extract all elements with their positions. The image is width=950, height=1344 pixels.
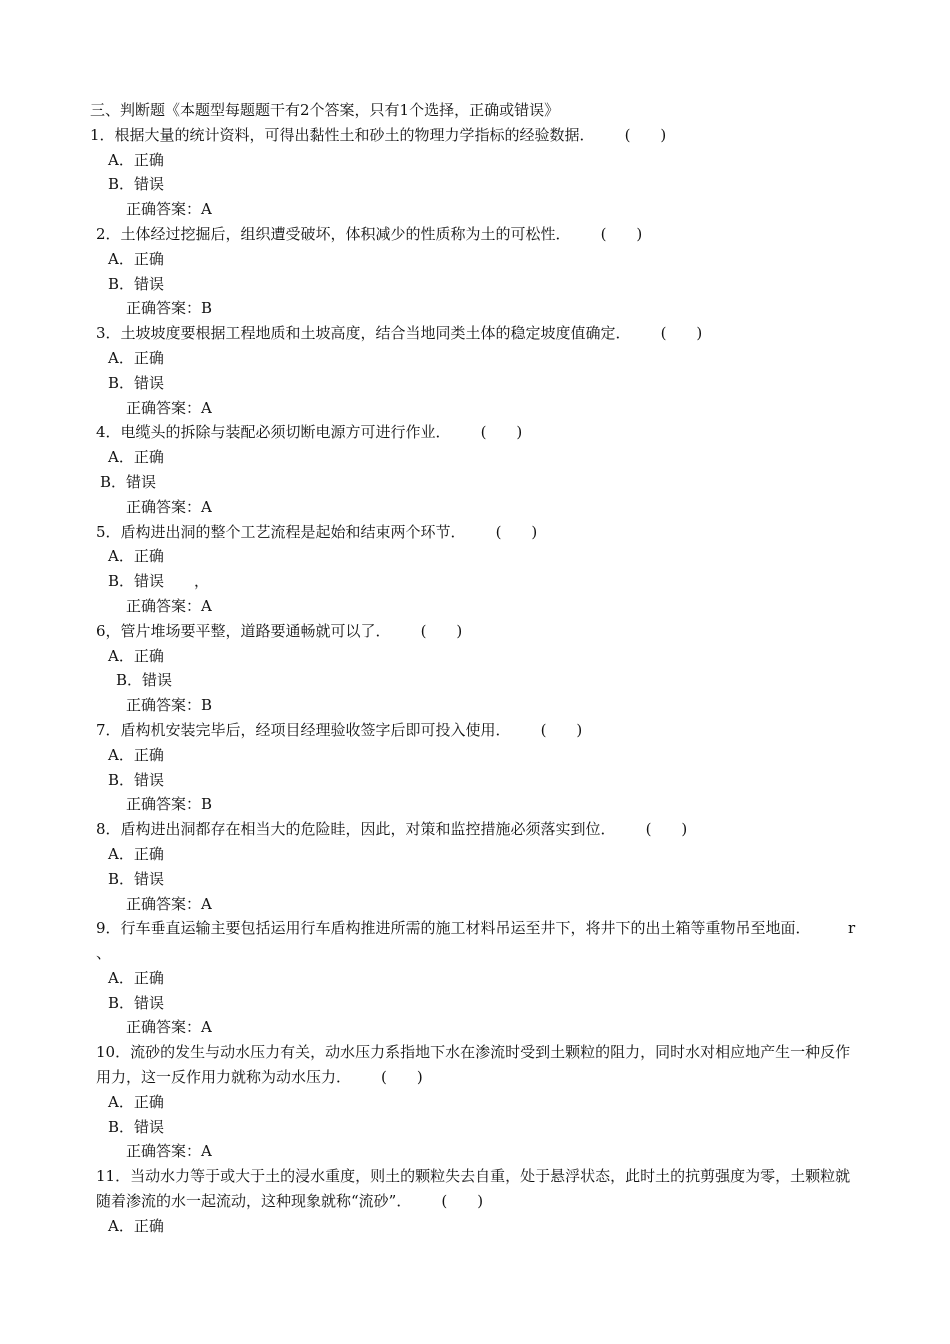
option-a: A．正确	[108, 150, 164, 169]
question-6: 6，管片堆场要平整，道路要通畅就可以了． ( )	[90, 619, 862, 644]
question-list	[90, 98, 886, 1239]
option-a: A．正确	[108, 1092, 164, 1111]
option-a: A．正确	[108, 348, 164, 367]
answer-blank: ( )	[660, 324, 703, 343]
option-b: B．错误	[108, 274, 165, 293]
option-b: B．错误	[116, 671, 173, 690]
answer-blank: ( )	[441, 1192, 484, 1211]
option-a: A．正确	[108, 448, 164, 467]
option-a: A．正确	[108, 844, 164, 863]
question-8: 8．盾构进出洞都存在相当大的危险眭，因此，对策和监控措施必须落实到位． ( )	[90, 817, 862, 842]
option-b: B．错误	[100, 472, 157, 491]
option-a: A．正确	[108, 1216, 164, 1235]
question-10: 10．流砂的发生与动水压力有关，动水压力系指地下水在渗流时受到土颗粒的阻力，同时水对相应地产生一种反作用力，这一反作用力就称为动水压力． ( )	[90, 1040, 862, 1090]
option-a: A．正确	[108, 646, 164, 665]
section-title: 三、判断题《本题型每题题干有2个答案，只有1个选择，正确或错误》	[90, 101, 560, 119]
option-a: A．正确	[108, 745, 164, 764]
question-5: 5．盾构进出洞的整个工艺流程是起始和结束两个环节． ( )	[90, 520, 862, 545]
answer-blank: ( )	[480, 423, 523, 442]
answer-blank: ( )	[645, 820, 688, 839]
correct-answer: 正确答案：A	[126, 1142, 212, 1161]
correct-answer: 正确答案：A	[126, 894, 212, 913]
option-b: B．错误	[108, 1117, 165, 1136]
correct-answer: 正确答案：A	[126, 596, 212, 615]
option-a: A．正确	[108, 968, 164, 987]
answer-blank: ( )	[495, 522, 538, 541]
question-7: 7．盾构机安装完毕后，经项目经理验收签字后即可投入使用． ( )	[90, 718, 862, 743]
correct-answer: 正确答案：B	[126, 696, 213, 715]
option-b: B．错误	[108, 175, 165, 194]
option-a: A．正确	[108, 547, 164, 566]
option-b: B．错误	[108, 770, 165, 789]
option-b: B．错误 ，	[108, 572, 210, 591]
option-b: B．错误	[108, 869, 165, 888]
option-b: B．错误	[108, 373, 165, 392]
question-4: 4．电缆头的拆除与装配必须切断电源方可进行作业． ( )	[90, 420, 862, 445]
correct-answer: 正确答案：B	[126, 795, 213, 814]
question-1: 1．根据大量的统计资料，可得出黏性土和砂土的物理力学指标的经验数据． ( )	[90, 123, 862, 148]
question-2: 2．土体经过挖掘后，组织遭受破坏，体积减少的性质称为土的可松性． ( )	[90, 222, 862, 247]
correct-answer: 正确答案：A	[126, 1018, 212, 1037]
answer-blank: ( )	[420, 621, 463, 640]
answer-blank: ( )	[540, 720, 583, 739]
option-b: B．错误	[108, 993, 165, 1012]
question-3: 3．土坡坡度要根据工程地质和土坡高度，结合当地同类土体的稳定坡度值确定． ( )	[90, 321, 862, 346]
correct-answer: 正确答案：A	[126, 398, 212, 417]
question-11: 11．当动水力等于或大于土的浸水重度，则土的颗粒失去自重，处于悬浮状态，此时土的抗剪强度为零，土颗粒就随着渗流的水一起流动，这种现象就称“流砂”． ( )	[90, 1164, 862, 1214]
correct-answer: 正确答案：A	[126, 200, 212, 219]
answer-blank: ( )	[600, 224, 643, 243]
answer-blank: ( )	[381, 1068, 423, 1087]
correct-answer: 正确答案：B	[126, 299, 213, 318]
question-9: 9．行车垂直运输主要包括运用行车盾构推进所需的施工材料吊运至井下，将井下的出土箱等重物吊至地面． r 、	[96, 919, 886, 963]
correct-answer: 正确答案：A	[126, 497, 212, 516]
option-a: A．正确	[108, 249, 164, 268]
answer-blank: ( )	[624, 125, 667, 144]
